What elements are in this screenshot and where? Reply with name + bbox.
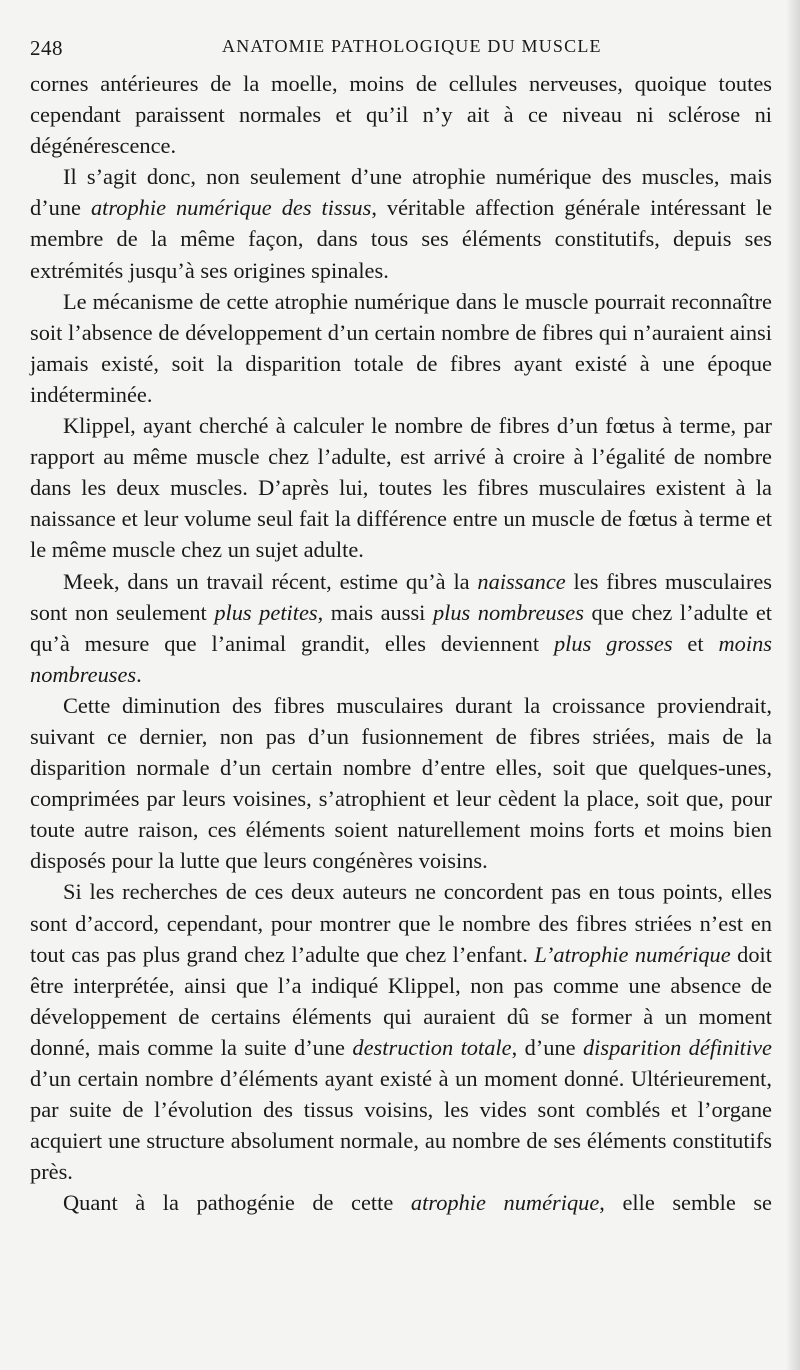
paragraph	[30, 410, 772, 565]
italic-text: destruction totale	[352, 1034, 512, 1060]
running-title: ANATOMIE PATHOLOGIQUE DU MUSCLE	[222, 36, 602, 56]
italic-text: L’atrophie numérique	[534, 941, 731, 967]
text-run: Cette diminution des fibres musculaires durant la croissance proviendrait, suivant ce dernier, non pas d’un fusionnement de fibres striées, mais de la disparition normale d’un certain nombre d’entre elles, soit que quelques-unes, comprimées par leurs voisines, s’atrophient et leur cèdent la place, soit que, pour toute autre raison, ces éléments soient naturellement moins forts et moins bien disposés pour la lutte que leurs congénères voisins.	[30, 692, 772, 874]
text-run: Il s’agit donc, non seulement d’une atrophie numérique des muscles, mais d’une	[30, 164, 772, 221]
italic-text: plus petites	[214, 599, 318, 625]
page-number: 248	[30, 36, 63, 60]
text-run: Le mécanisme de cette atrophie numérique dans le muscle pourrait reconnaître soit l’absence de développement d’un certain nombre de fibres qui n’auraient ainsi jamais existé, soit la disparition totale de fibres ayant existé à une époque indéterminée.	[30, 288, 772, 407]
paragraph	[30, 1187, 772, 1218]
text-run: d’un certain nombre d’éléments ayant existé à un moment donné. Ultérieurement, par suite de l’évolution des tissus voisins, les vides sont comblés et l’organe acquiert une structure absolument normale, au nombre de ses éléments constitutifs près.	[30, 1066, 772, 1185]
text-run: , véritable affection générale intéressant le membre de la même façon, dans tous ses éléments constitutifs, depuis ses extrémités jusqu’à ses origines spinales.	[30, 195, 773, 283]
italic-text: naissance	[477, 568, 566, 594]
text-run: que chez l’adulte et qu’à mesure que l’animal grandit, elles deviennent	[30, 599, 773, 656]
body-text	[30, 68, 772, 1218]
paragraph	[30, 566, 772, 690]
italic-text: plus nombreuses	[432, 599, 584, 625]
text-run: les fibres musculaires sont non seulement	[30, 568, 772, 625]
text-run: .	[136, 661, 142, 687]
paragraph	[30, 161, 772, 285]
paragraph	[30, 68, 772, 161]
italic-text: atrophie numérique des tissus	[90, 195, 372, 221]
paragraph	[30, 876, 772, 1187]
text-run: Quant à la pathogénie de cette	[63, 1190, 411, 1216]
text-run: , elle semble se	[599, 1190, 772, 1216]
italic-text: disparition définitive	[582, 1034, 772, 1060]
text-run: , d’une	[511, 1034, 583, 1060]
paragraph	[30, 690, 772, 877]
text-run: Klippel, ayant cherché à calculer le nombre de fibres d’un fœtus à terme, par rapport au même muscle chez l’adulte, est arrivé à croire à l’égalité de nombre dans les deux muscles. D’après lui, toutes les fibres musculaires existent à la naissance et leur volume seul fait la différence entre un muscle de fœtus à terme et le même muscle chez un sujet adulte.	[30, 413, 772, 563]
text-run: et	[672, 630, 719, 656]
text-run: cornes antérieures de la moelle, moins de cellules nerveuses, quoique toutes cependant paraissent normales et qu’il n’y ait à ce niveau ni sclérose ni dégénérescence.	[30, 71, 772, 159]
italic-text: atrophie numérique	[410, 1190, 600, 1216]
text-run: Meek, dans un travail récent, estime qu’à la	[63, 568, 478, 594]
italic-text: moins nombreuses	[30, 630, 772, 687]
italic-text: plus grosses	[553, 630, 673, 656]
page-edge-shadow	[786, 0, 800, 1370]
text-run: doit être interprétée, ainsi que l’a indiqué Klippel, non pas comme une absence de développement de certains éléments qui auraient dû se former à un moment donné, mais comme la suite d’une	[30, 941, 772, 1060]
paragraph	[30, 286, 772, 410]
text-run: Si les recherches de ces deux auteurs ne concordent pas en tous points, elles sont d’accord, cependant, pour montrer que le nombre des fibres striées n’est en tout cas pas plus grand chez l’adulte que chez l’enfant.	[30, 879, 772, 967]
text-run: , mais aussi	[317, 599, 433, 625]
